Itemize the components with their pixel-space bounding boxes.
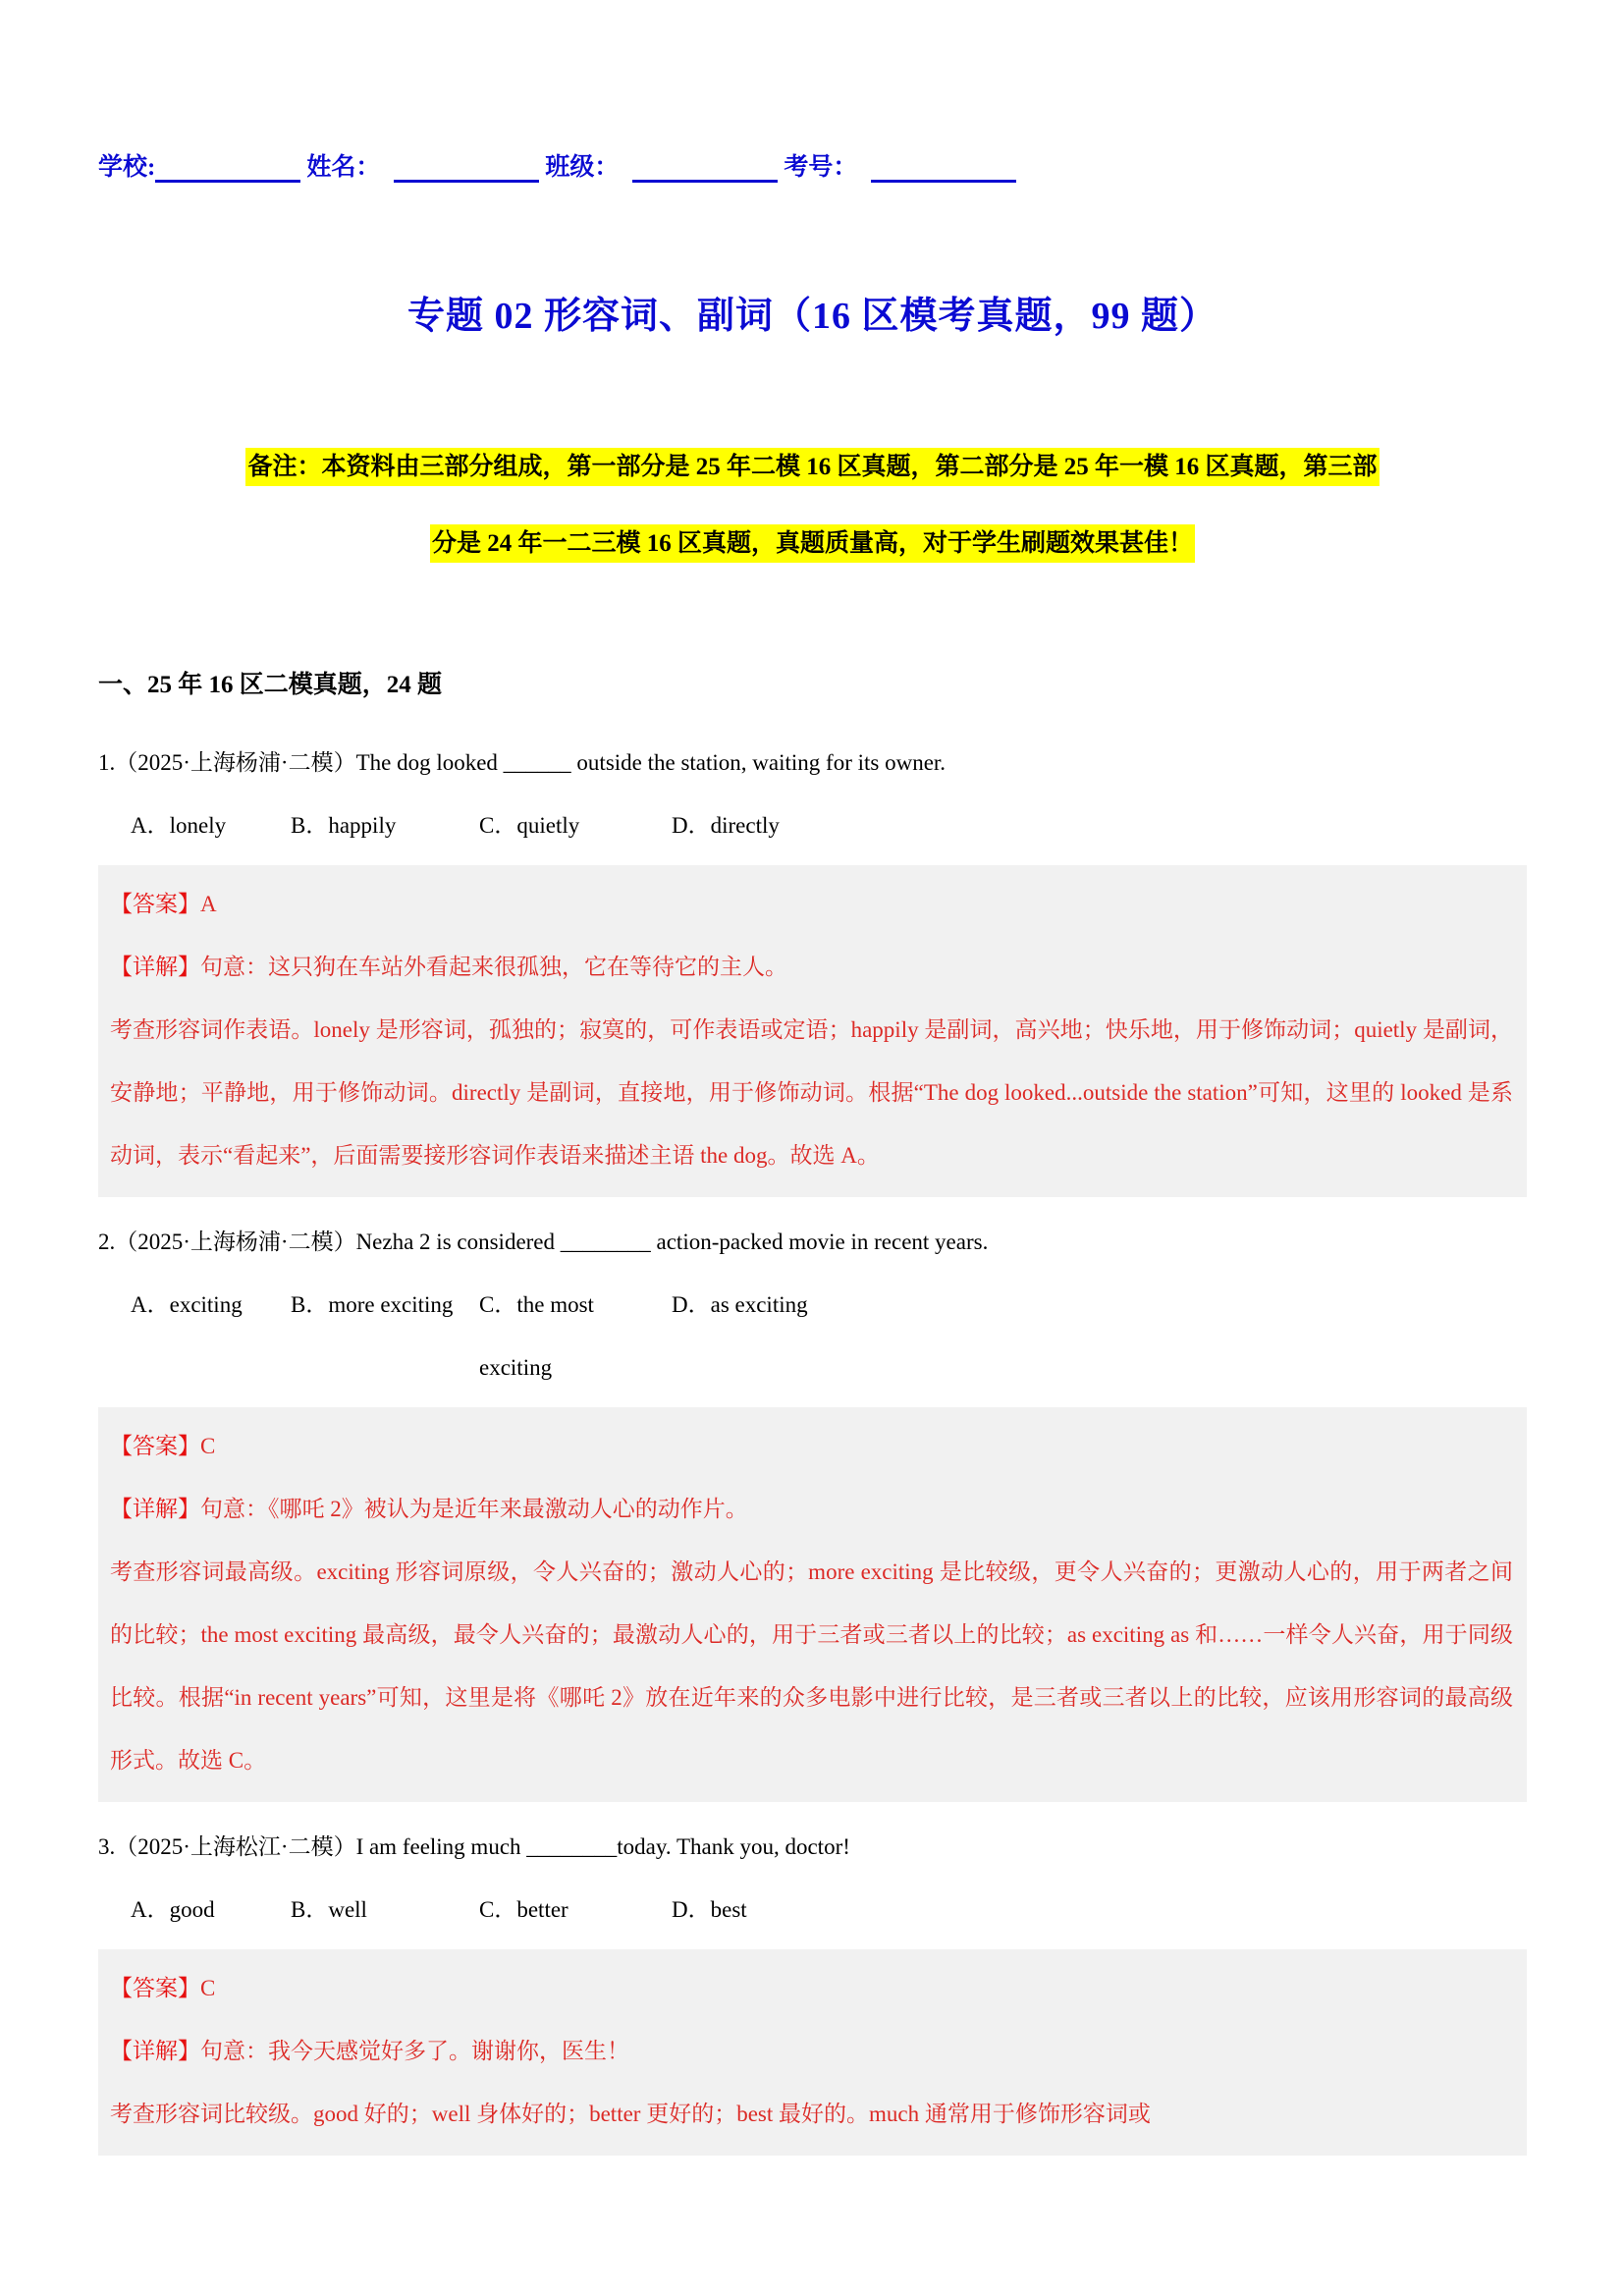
option-a: A．good	[131, 1897, 215, 1922]
answer-block	[98, 1949, 1527, 2156]
class-blank-underline	[632, 154, 778, 183]
sentence-meaning: 句意：我今天感觉好多了。谢谢你，医生！	[200, 2039, 629, 2063]
options-row	[98, 794, 1527, 857]
question-1	[98, 732, 1527, 1197]
school-label: 学校:	[98, 154, 156, 181]
note-text-highlight: 备注：本资料由三部分组成，第一部分是 25 年二模 16 区真题，第二部分是 25 年一模 16 区真题，第三部	[245, 448, 1379, 486]
answer-value: C	[200, 1434, 216, 1458]
sentence-meaning: 句意：《哪吒 2》被认为是近年来最激动人心的动作片。	[200, 1497, 748, 1521]
option-d: D．directly	[672, 813, 780, 838]
option-d: D．best	[672, 1897, 747, 1922]
name-blank-underline	[394, 154, 539, 183]
class-label: 班级：	[545, 154, 620, 181]
analysis-label: 【详解】	[110, 955, 200, 979]
header-field-name	[306, 147, 545, 183]
exam-number-label: 考号：	[784, 154, 858, 181]
page-title: 专题 02 形容词、副词（16 区模考真题，99 题）	[406, 296, 1217, 337]
name-label: 姓名：	[306, 154, 381, 181]
note-line-2	[98, 506, 1527, 582]
question-3	[98, 1816, 1527, 2156]
sentence-meaning-line	[110, 936, 1513, 999]
options-row	[98, 1879, 1527, 1941]
answer-block	[98, 1407, 1527, 1802]
answer-label: 【答案】	[110, 1434, 200, 1458]
analysis-label: 【详解】	[110, 2039, 200, 2063]
options-row	[98, 1274, 1527, 1399]
analysis-text: 考查形容词最高级。exciting 形容词原级，令人兴奋的；激动人心的；more exciting 是比较级，更令人兴奋的；更激动人心的，用于两者之间的比较；the most exciting 最高级，最令人兴奋的；最激动人心的，用于三者或三者以上的比较；as exciting as 和……一样令人兴奋，用于同级比较。根据“in recent years”可知，这里是将《哪吒 2》放在近年来的众多电影中进行比较，是三者或三者以上的比较，应该用形容词的最高级形式。故选 C。	[110, 1559, 1513, 1773]
answer-line	[110, 1415, 1513, 1478]
analysis-label: 【详解】	[110, 1497, 200, 1521]
option-d: D．as exciting	[672, 1292, 808, 1317]
question-2	[98, 1211, 1527, 1802]
highlighted-note	[98, 429, 1527, 582]
answer-line	[110, 873, 1513, 936]
sentence-meaning-line	[110, 2020, 1513, 2083]
note-text-highlight: 分是 24 年一二三模 16 区真题，真题质量高，对于学生刷题效果甚佳！	[430, 524, 1195, 563]
option-b: B．more exciting	[291, 1292, 454, 1317]
option-b: B．happily	[291, 813, 397, 838]
option-c: C．quietly	[479, 813, 580, 838]
note-line-1	[98, 429, 1527, 506]
question-stem: 2.（2025·上海杨浦·二模）Nezha 2 is considered ________ action-packed movie in recent years.	[98, 1230, 989, 1254]
header-field-school	[98, 147, 306, 183]
sentence-meaning-line	[110, 1478, 1513, 1541]
sentence-meaning: 句意：这只狗在车站外看起来很孤独，它在等待它的主人。	[200, 955, 787, 979]
header-field-class	[545, 147, 784, 183]
option-a: A．exciting	[131, 1292, 243, 1317]
answer-block	[98, 865, 1527, 1197]
option-a: A．lonely	[131, 813, 227, 838]
answer-label: 【答案】	[110, 892, 200, 916]
header-field-exam-number	[784, 147, 1022, 183]
answer-value: C	[200, 1976, 216, 2000]
section-heading: 一、25 年 16 区二模真题，24 题	[98, 672, 443, 698]
option-c: C．better	[479, 1897, 568, 1922]
option-c: C．the most exciting	[479, 1292, 594, 1380]
option-b: B．well	[291, 1897, 367, 1922]
answer-line	[110, 1957, 1513, 2020]
question-stem: 3.（2025·上海松江·二模）I am feeling much ________today. Thank you, doctor!	[98, 1834, 850, 1859]
answer-label: 【答案】	[110, 1976, 200, 2000]
answer-value: A	[200, 892, 217, 916]
analysis-text: 考查形容词比较级。good 好的；well 身体好的；better 更好的；best 最好的。much 通常用于修饰形容词或	[110, 2102, 1151, 2126]
analysis-text: 考查形容词作表语。lonely 是形容词，孤独的；寂寞的，可作表语或定语；happily 是副词，高兴地；快乐地，用于修饰动词；quietly 是副词，安静地；平静地，用于修饰动词。directly 是副词，直接地，用于修饰动词。根据“The dog looked...outside the station”可知，这里的 looked 是系动词，表示“看起来”，后面需要接形容词作表语来描述主语 the dog。故选 A。	[110, 1017, 1513, 1168]
exam-number-blank-underline	[871, 154, 1016, 183]
student-info-header	[98, 147, 1527, 183]
school-blank-underline	[155, 154, 300, 183]
question-stem: 1.（2025·上海杨浦·二模）The dog looked ______ outside the station, waiting for its owner.	[98, 750, 947, 775]
